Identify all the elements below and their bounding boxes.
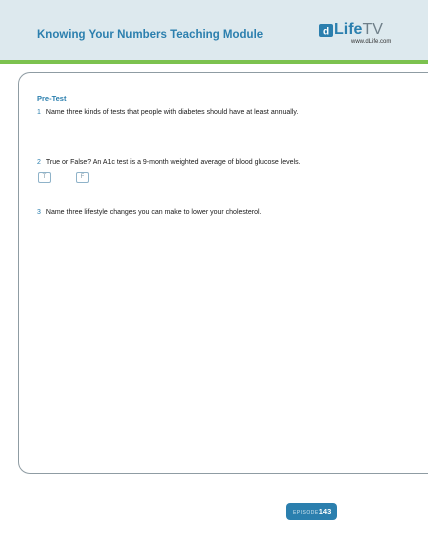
logo-word-life: Life bbox=[334, 21, 363, 38]
question-number: 1 bbox=[37, 109, 41, 116]
question-text: True or False? An A1c test is a 9-month weighted average of blood glucose levels. bbox=[45, 159, 301, 166]
logo-url: www.dLife.com bbox=[351, 39, 392, 45]
pretest-title: Pre-Test bbox=[37, 94, 67, 103]
true-checkbox[interactable]: T bbox=[38, 172, 51, 183]
question-text: Name three lifestyle changes you can make to lower your cholesterol. bbox=[45, 209, 262, 216]
question-number: 2 bbox=[37, 159, 41, 166]
dlife-tv-logo bbox=[319, 21, 409, 50]
header-band bbox=[0, 0, 428, 60]
question-1 bbox=[37, 109, 298, 116]
logo-letter: d bbox=[322, 26, 330, 37]
question-2 bbox=[37, 159, 301, 166]
episode-label: EPISODE bbox=[293, 510, 319, 516]
module-title: Knowing Your Numbers Teaching Module bbox=[37, 29, 264, 41]
episode-number: 143 bbox=[318, 507, 332, 516]
question-text: Name three kinds of tests that people with diabetes should have at least annually. bbox=[45, 109, 299, 116]
false-checkbox[interactable]: F bbox=[76, 172, 89, 183]
logo-wordmark bbox=[334, 21, 383, 39]
logo-word-tv: TV bbox=[362, 21, 383, 38]
green-accent-bar bbox=[0, 60, 428, 64]
question-3 bbox=[37, 209, 261, 216]
content-frame bbox=[18, 72, 428, 474]
dlife-logo-mark-icon bbox=[319, 24, 333, 37]
question-number: 3 bbox=[37, 209, 41, 216]
episode-badge bbox=[286, 503, 337, 520]
